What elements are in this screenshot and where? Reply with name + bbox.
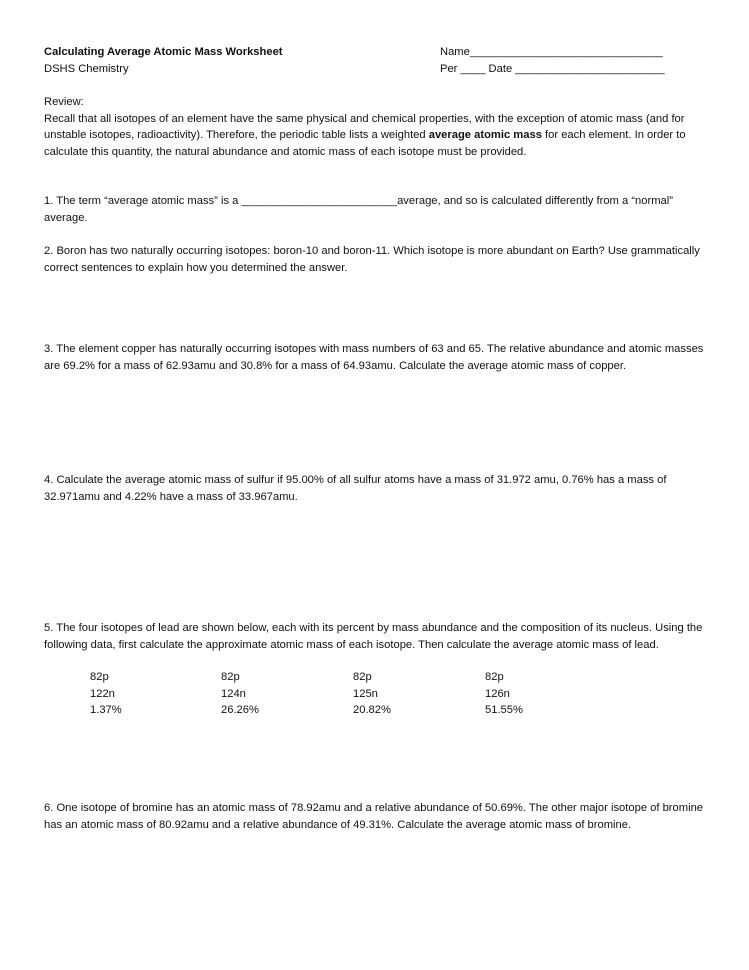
question-6: 6. One isotope of bromine has an atomic mass of 78.92amu and a relative abundance of 50.69%. The other major isotope of bromine has an atomic mass of 80.92amu and a relative abundance of 49.31%. Calculate the average atomic mass of bromine. <box>44 802 704 831</box>
header-left <box>44 44 283 77</box>
lead-isotope-3: 82p 125n 20.82% <box>353 671 391 716</box>
average-atomic-mass-term: average atomic mass <box>428 129 542 141</box>
question-3: 3. The element copper has naturally occurring isotopes with mass numbers of 63 and 65. The relative abundance and atomic masses are 69.2% for a mass of 62.93amu and 30.8% for a mass of 64.93amu. Calculate the average atomic mass of copper. <box>44 343 704 372</box>
review-section <box>44 94 712 160</box>
per-label: Per <box>440 62 458 75</box>
name-line <box>440 44 700 61</box>
lead-isotope-4: 82p 126n 51.55% <box>485 671 523 716</box>
date-label: Date <box>488 62 513 75</box>
header-right <box>440 44 700 77</box>
name-blank[interactable]: _______________________________ <box>469 46 663 58</box>
per-date-line <box>440 61 700 78</box>
review-heading: Review: <box>44 96 84 108</box>
question-1: 1. The term “average atomic mass” is a _________________________average, and so is calculated differently from a “normal” average. <box>44 195 673 224</box>
question-5: 5. The four isotopes of lead are shown below, each with its percent by mass abundance and the composition of its nucleus. Using the following data, first calculate the approximate atomic mass of each isotope. Then calculate the average atomic mass of lead. <box>44 622 703 651</box>
q1-blank[interactable]: _________________________ <box>241 195 398 207</box>
date-blank[interactable]: ________________________ <box>515 62 665 75</box>
per-blank[interactable]: ____ <box>460 62 486 75</box>
name-label: Name <box>440 46 470 58</box>
review-paragraph: Recall that all isotopes of an element have the same physical and chemical properties, with the exception of atomic mass (and for unstable isotopes, radioactivity). Therefore, the periodic table lists a weighted average atomic mass for each element. In order to calculate this quantity, the natural abundance and atomic mass of each isotope must be provided. <box>44 112 686 158</box>
lead-isotope-1: 82p 122n 1.37% <box>90 671 122 716</box>
lead-isotope-2: 82p 124n 26.26% <box>221 671 259 716</box>
question-4: 4. Calculate the average atomic mass of sulfur if 95.00% of all sulfur atoms have a mass of 31.972 amu, 0.76% has a mass of 32.971amu and 4.22% have a mass of 33.967amu. <box>44 474 667 503</box>
worksheet-title: Calculating Average Atomic Mass Worksheet <box>44 46 283 58</box>
course-name: DSHS Chemistry <box>44 62 129 75</box>
question-2: 2. Boron has two naturally occurring isotopes: boron-10 and boron-11. Which isotope is more abundant on Earth? Use grammatically correct sentences to explain how you determined the answer. <box>44 245 700 274</box>
